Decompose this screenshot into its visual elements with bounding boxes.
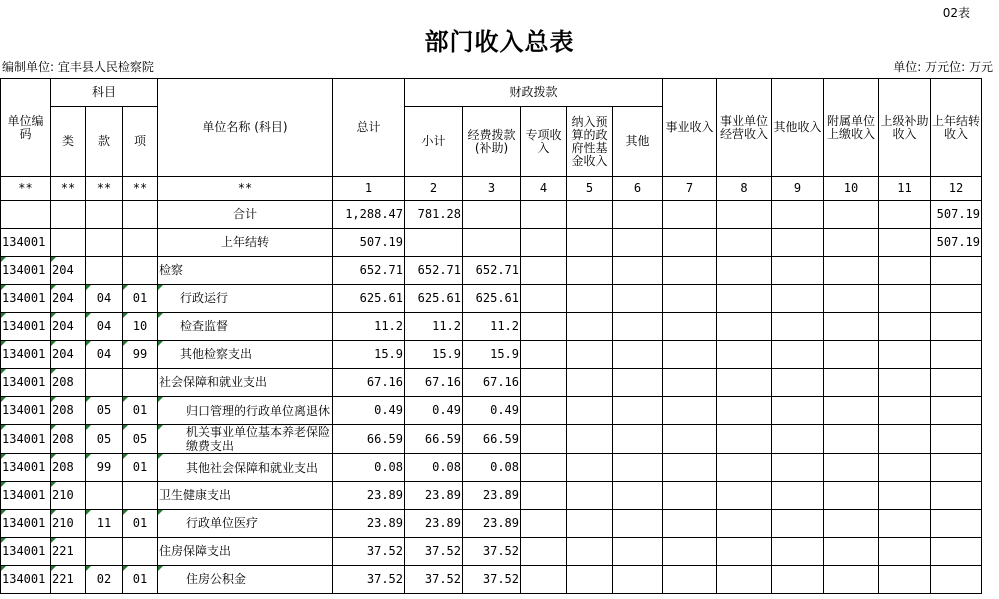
unit-code-cell: 134001: [1, 369, 51, 397]
empty-cell: [521, 257, 567, 285]
empty-cell: [663, 285, 717, 313]
empty-cell: [879, 425, 931, 454]
unit-code-cell: 134001: [1, 454, 51, 482]
funding-cell: 0.08: [463, 454, 521, 482]
unit-code-cell: 134001: [1, 229, 51, 257]
index-cell: 1: [333, 177, 405, 201]
empty-cell: [824, 285, 879, 313]
xiang-cell: [123, 257, 158, 285]
total-cell: 23.89: [333, 482, 405, 510]
empty-cell: [879, 566, 931, 594]
funding-cell: [463, 229, 521, 257]
header-lei: 类: [51, 107, 86, 177]
unit-code-cell: 134001: [1, 425, 51, 454]
total-cell: 11.2: [333, 313, 405, 341]
table-row: [1, 369, 982, 397]
funding-cell: 11.2: [463, 313, 521, 341]
xiang-cell: [123, 369, 158, 397]
preparing-unit: 编制单位: 宜丰县人民检察院: [2, 60, 154, 74]
unit-code-cell: 134001: [1, 285, 51, 313]
empty-cell: [521, 201, 567, 229]
header-superior: 上级补助收入: [879, 79, 931, 177]
empty-cell: [879, 454, 931, 482]
header-xiang: 项: [123, 107, 158, 177]
kuan-cell: [86, 257, 123, 285]
empty-cell: [613, 257, 663, 285]
empty-cell: [613, 454, 663, 482]
carryover-cell: [931, 510, 982, 538]
lei-cell: 221: [51, 538, 86, 566]
subtotal-cell: 625.61: [405, 285, 463, 313]
unit-code-cell: 134001: [1, 510, 51, 538]
table-row: [1, 566, 982, 594]
unit-name-cell: 合计: [158, 201, 333, 229]
funding-cell: 15.9: [463, 341, 521, 369]
subtotal-cell: 23.89: [405, 482, 463, 510]
index-cell: 9: [772, 177, 824, 201]
empty-cell: [663, 369, 717, 397]
header-carryover: 上年结转收入: [931, 79, 982, 177]
table-row: [1, 257, 982, 285]
lei-cell: 221: [51, 566, 86, 594]
empty-cell: [521, 510, 567, 538]
kuan-cell: [86, 229, 123, 257]
empty-cell: [613, 341, 663, 369]
empty-cell: [567, 425, 613, 454]
empty-cell: [521, 566, 567, 594]
index-cell: **: [51, 177, 86, 201]
empty-cell: [772, 510, 824, 538]
carryover-cell: [931, 454, 982, 482]
kuan-cell: 05: [86, 397, 123, 425]
header-other-income: 其他收入: [772, 79, 824, 177]
empty-cell: [567, 201, 613, 229]
empty-cell: [613, 425, 663, 454]
lei-cell: 208: [51, 397, 86, 425]
table-row: [1, 285, 982, 313]
xiang-cell: 01: [123, 510, 158, 538]
index-row: [1, 177, 982, 201]
lei-cell: 208: [51, 454, 86, 482]
empty-cell: [613, 285, 663, 313]
empty-cell: [772, 566, 824, 594]
empty-cell: [521, 229, 567, 257]
kuan-cell: [86, 201, 123, 229]
empty-cell: [717, 397, 772, 425]
empty-cell: [717, 201, 772, 229]
empty-cell: [879, 201, 931, 229]
empty-cell: [772, 201, 824, 229]
empty-cell: [772, 369, 824, 397]
header-unit-name: 单位名称 (科目): [158, 79, 333, 177]
unit-name-cell: 归口管理的行政单位离退休: [158, 397, 333, 425]
empty-cell: [567, 482, 613, 510]
xiang-cell: 01: [123, 454, 158, 482]
funding-cell: [463, 201, 521, 229]
empty-cell: [567, 510, 613, 538]
subtotal-cell: 37.52: [405, 566, 463, 594]
empty-cell: [824, 229, 879, 257]
empty-cell: [717, 510, 772, 538]
xiang-cell: 05: [123, 425, 158, 454]
subtotal-cell: 15.9: [405, 341, 463, 369]
xiang-cell: 01: [123, 397, 158, 425]
empty-cell: [824, 397, 879, 425]
subtotal-cell: 0.49: [405, 397, 463, 425]
total-cell: 23.89: [333, 510, 405, 538]
kuan-cell: [86, 369, 123, 397]
kuan-cell: 99: [86, 454, 123, 482]
empty-cell: [717, 257, 772, 285]
unit-name-cell: 机关事业单位基本养老保险缴费支出: [158, 425, 333, 454]
empty-cell: [772, 454, 824, 482]
empty-cell: [663, 454, 717, 482]
table-row: [1, 229, 982, 257]
empty-cell: [521, 425, 567, 454]
empty-cell: [717, 425, 772, 454]
lei-cell: 204: [51, 257, 86, 285]
funding-cell: 66.59: [463, 425, 521, 454]
index-cell: 10: [824, 177, 879, 201]
subtotal-cell: 23.89: [405, 510, 463, 538]
empty-cell: [772, 257, 824, 285]
empty-cell: [567, 313, 613, 341]
lei-cell: [51, 229, 86, 257]
lei-cell: 210: [51, 510, 86, 538]
header-total: 总计: [333, 79, 405, 177]
lei-cell: 204: [51, 341, 86, 369]
kuan-cell: [86, 538, 123, 566]
empty-cell: [521, 341, 567, 369]
empty-cell: [521, 397, 567, 425]
total-cell: 507.19: [333, 229, 405, 257]
table-row: [1, 454, 982, 482]
lei-cell: 210: [51, 482, 86, 510]
xiang-cell: [123, 201, 158, 229]
unit-code-cell: 134001: [1, 257, 51, 285]
unit-name-cell: 卫生健康支出: [158, 482, 333, 510]
page-title: 部门收入总表: [424, 28, 575, 56]
index-cell: 2: [405, 177, 463, 201]
empty-cell: [663, 482, 717, 510]
empty-cell: [613, 482, 663, 510]
empty-cell: [717, 341, 772, 369]
header-gov-fund: 纳入预算的政府性基金收入: [567, 107, 613, 177]
total-cell: 66.59: [333, 425, 405, 454]
lei-cell: 208: [51, 369, 86, 397]
carryover-cell: [931, 425, 982, 454]
table-row: [1, 425, 982, 454]
index-cell: 4: [521, 177, 567, 201]
income-table: [0, 78, 982, 594]
xiang-cell: [123, 482, 158, 510]
unit-name-cell: 行政单位医疗: [158, 510, 333, 538]
empty-cell: [824, 369, 879, 397]
total-cell: 37.52: [333, 566, 405, 594]
empty-cell: [521, 313, 567, 341]
table-row: [1, 341, 982, 369]
unit-name-cell: 行政运行: [158, 285, 333, 313]
unit-name-cell: 社会保障和就业支出: [158, 369, 333, 397]
empty-cell: [717, 285, 772, 313]
empty-cell: [567, 397, 613, 425]
index-cell: 8: [717, 177, 772, 201]
sheet-id: 02表: [942, 6, 970, 20]
carryover-cell: [931, 482, 982, 510]
total-cell: 0.08: [333, 454, 405, 482]
subtotal-cell: 652.71: [405, 257, 463, 285]
empty-cell: [879, 538, 931, 566]
carryover-cell: [931, 341, 982, 369]
table-row: [1, 313, 982, 341]
index-cell: 5: [567, 177, 613, 201]
empty-cell: [521, 482, 567, 510]
empty-cell: [879, 257, 931, 285]
empty-cell: [879, 482, 931, 510]
carryover-cell: 507.19: [931, 201, 982, 229]
empty-cell: [717, 454, 772, 482]
empty-cell: [772, 425, 824, 454]
unit-code-cell: 134001: [1, 397, 51, 425]
empty-cell: [663, 510, 717, 538]
subtotal-cell: 66.59: [405, 425, 463, 454]
empty-cell: [663, 341, 717, 369]
lei-cell: 204: [51, 285, 86, 313]
table-row: [1, 510, 982, 538]
empty-cell: [663, 313, 717, 341]
table-row: [1, 201, 982, 229]
empty-cell: [613, 566, 663, 594]
empty-cell: [521, 538, 567, 566]
kuan-cell: [86, 482, 123, 510]
unit-code-cell: 134001: [1, 566, 51, 594]
empty-cell: [567, 229, 613, 257]
empty-cell: [772, 285, 824, 313]
empty-cell: [879, 313, 931, 341]
subtotal-cell: 67.16: [405, 369, 463, 397]
unit-name-cell: 检察: [158, 257, 333, 285]
empty-cell: [567, 369, 613, 397]
header-subject: 科目: [51, 79, 158, 107]
empty-cell: [772, 313, 824, 341]
kuan-cell: 11: [86, 510, 123, 538]
funding-cell: 23.89: [463, 482, 521, 510]
index-cell: 7: [663, 177, 717, 201]
empty-cell: [824, 201, 879, 229]
header-fiscal: 财政拨款: [405, 79, 663, 107]
funding-cell: 37.52: [463, 566, 521, 594]
empty-cell: [663, 538, 717, 566]
total-cell: 625.61: [333, 285, 405, 313]
empty-cell: [824, 313, 879, 341]
table-row: [1, 482, 982, 510]
unit-code-cell: [1, 201, 51, 229]
empty-cell: [824, 257, 879, 285]
empty-cell: [567, 566, 613, 594]
empty-cell: [879, 369, 931, 397]
header-other-fiscal: 其他: [613, 107, 663, 177]
total-cell: 1,288.47: [333, 201, 405, 229]
empty-cell: [824, 454, 879, 482]
xiang-cell: 01: [123, 566, 158, 594]
funding-cell: 0.49: [463, 397, 521, 425]
index-cell: **: [158, 177, 333, 201]
funding-cell: 625.61: [463, 285, 521, 313]
empty-cell: [772, 341, 824, 369]
total-cell: 67.16: [333, 369, 405, 397]
empty-cell: [772, 538, 824, 566]
header-affiliated: 附属单位上缴收入: [824, 79, 879, 177]
index-cell: 6: [613, 177, 663, 201]
empty-cell: [824, 482, 879, 510]
index-cell: **: [86, 177, 123, 201]
empty-cell: [717, 229, 772, 257]
empty-cell: [879, 341, 931, 369]
header-unit-code: 单位编码: [1, 79, 51, 177]
empty-cell: [772, 482, 824, 510]
empty-cell: [663, 257, 717, 285]
empty-cell: [824, 566, 879, 594]
unit-name-cell: 其他检察支出: [158, 341, 333, 369]
xiang-cell: [123, 538, 158, 566]
total-cell: 15.9: [333, 341, 405, 369]
subtotal-cell: 781.28: [405, 201, 463, 229]
empty-cell: [717, 369, 772, 397]
lei-cell: [51, 201, 86, 229]
unit-code-cell: 134001: [1, 482, 51, 510]
unit-code-cell: 134001: [1, 313, 51, 341]
kuan-cell: 04: [86, 341, 123, 369]
subtotal-cell: 11.2: [405, 313, 463, 341]
empty-cell: [879, 229, 931, 257]
unit-name-cell: 住房保障支出: [158, 538, 333, 566]
empty-cell: [613, 201, 663, 229]
empty-cell: [521, 285, 567, 313]
empty-cell: [824, 510, 879, 538]
index-cell: **: [123, 177, 158, 201]
subtotal-cell: 0.08: [405, 454, 463, 482]
header-kuan: 款: [86, 107, 123, 177]
carryover-cell: 507.19: [931, 229, 982, 257]
empty-cell: [521, 369, 567, 397]
index-cell: **: [1, 177, 51, 201]
funding-cell: 67.16: [463, 369, 521, 397]
empty-cell: [663, 229, 717, 257]
xiang-cell: 01: [123, 285, 158, 313]
subtotal-cell: [405, 229, 463, 257]
empty-cell: [613, 313, 663, 341]
funding-cell: 652.71: [463, 257, 521, 285]
carryover-cell: [931, 566, 982, 594]
total-cell: 652.71: [333, 257, 405, 285]
subtotal-cell: 37.52: [405, 538, 463, 566]
empty-cell: [879, 285, 931, 313]
empty-cell: [824, 538, 879, 566]
empty-cell: [824, 341, 879, 369]
empty-cell: [717, 566, 772, 594]
empty-cell: [824, 425, 879, 454]
kuan-cell: 04: [86, 285, 123, 313]
funding-cell: 37.52: [463, 538, 521, 566]
empty-cell: [879, 397, 931, 425]
empty-cell: [717, 313, 772, 341]
unit-name-cell: 其他社会保障和就业支出: [158, 454, 333, 482]
lei-cell: 208: [51, 425, 86, 454]
lei-cell: 204: [51, 313, 86, 341]
empty-cell: [567, 538, 613, 566]
unit-code-cell: 134001: [1, 341, 51, 369]
funding-cell: 23.89: [463, 510, 521, 538]
header-subtotal: 小计: [405, 107, 463, 177]
empty-cell: [613, 510, 663, 538]
total-cell: 37.52: [333, 538, 405, 566]
empty-cell: [663, 425, 717, 454]
carryover-cell: [931, 538, 982, 566]
empty-cell: [613, 229, 663, 257]
index-cell: 12: [931, 177, 982, 201]
empty-cell: [663, 201, 717, 229]
empty-cell: [717, 482, 772, 510]
header-business: 事业收入: [663, 79, 717, 177]
unit-name-cell: 上年结转: [158, 229, 333, 257]
header-funding: 经费拨款 (补助): [463, 107, 521, 177]
empty-cell: [879, 510, 931, 538]
empty-cell: [567, 285, 613, 313]
empty-cell: [772, 229, 824, 257]
carryover-cell: [931, 369, 982, 397]
empty-cell: [717, 538, 772, 566]
unit-name-cell: 检查监督: [158, 313, 333, 341]
carryover-cell: [931, 285, 982, 313]
empty-cell: [567, 341, 613, 369]
currency-unit: 单位: 万元位: 万元: [893, 60, 993, 74]
empty-cell: [613, 538, 663, 566]
header-operating: 事业单位经营收入: [717, 79, 772, 177]
header-special: 专项收入: [521, 107, 567, 177]
empty-cell: [613, 397, 663, 425]
empty-cell: [613, 369, 663, 397]
unit-name-cell: 住房公积金: [158, 566, 333, 594]
xiang-cell: 10: [123, 313, 158, 341]
index-cell: 11: [879, 177, 931, 201]
empty-cell: [663, 397, 717, 425]
kuan-cell: 02: [86, 566, 123, 594]
carryover-cell: [931, 397, 982, 425]
kuan-cell: 05: [86, 425, 123, 454]
index-cell: 3: [463, 177, 521, 201]
empty-cell: [663, 566, 717, 594]
xiang-cell: [123, 229, 158, 257]
table-row: [1, 538, 982, 566]
empty-cell: [567, 257, 613, 285]
total-cell: 0.49: [333, 397, 405, 425]
carryover-cell: [931, 257, 982, 285]
carryover-cell: [931, 313, 982, 341]
kuan-cell: 04: [86, 313, 123, 341]
xiang-cell: 99: [123, 341, 158, 369]
unit-code-cell: 134001: [1, 538, 51, 566]
empty-cell: [772, 397, 824, 425]
empty-cell: [521, 454, 567, 482]
empty-cell: [567, 454, 613, 482]
table-row: [1, 397, 982, 425]
